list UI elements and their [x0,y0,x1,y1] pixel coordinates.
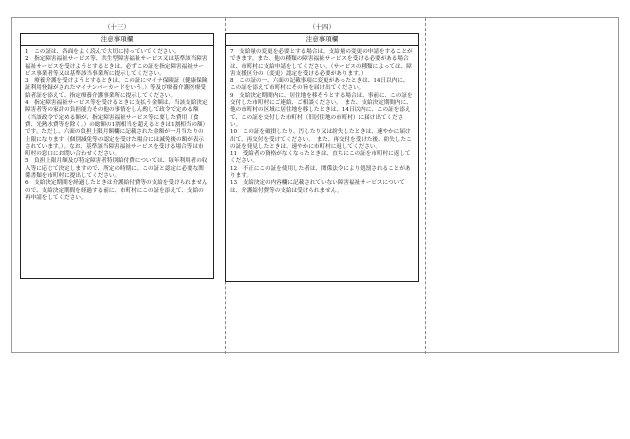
notes-body [21,46,213,206]
note-item-1: 1 この証は、各面をよく読んで大切に持っていてください。 [25,49,180,55]
notes-heading: 注意事項欄 [226,34,418,46]
page-number: （十三） [104,23,130,31]
note-item-12: 12 不正にこの証を使用した者は、関係法令により処罰されることがあります。 [230,165,411,180]
page-number: （十四） [309,23,335,31]
note-item-4: 4 指定障害福祉サービス等を受けるときに支払う金額は、当該支給決定障害者等の家計の負担能力その他の事情をしん酌して政令で定める額（当該政令で定める額が、指定障害福祉サービス等に要した費用（食費、光熱水費等を除く。）の総額の1割相当を超えるときは1割相当の額）です。ただし、六面の負担上限月額欄に記載された金額が一月当たりの上限になります（個別減免等の認定を受けた場合には減免後の額が表示されています。）。なお、基準該当障害福祉サービスを受ける場合等は市町村の窓口にお問い合わせください。 [25,100,209,158]
notes-box [225,33,419,282]
notes-body [226,46,418,199]
note-item-11: 11 受給者の資格がなくなったときは、直ちにこの証を市町村に返してください。 [230,151,411,165]
note-item-3: 3 療養介護を受けようとするときは、この証にマイナ保険証（健康保険証利用登録がされたマイナンバーカードをいう。）等及び療養介護医療受給者証を添えて、指定療養介護事業所に提示してください。 [25,78,208,99]
notes-heading: 注意事項欄 [21,34,213,46]
page-divider-right [425,18,426,354]
document-sheet [11,17,619,353]
page-thirteen [20,18,214,279]
note-item-6: 6 支給決定期間を経過したときは介護給付費等の支給を受けられませんので、支給決定期間を経過する前に、市町村にこの証を添えて、支給の再申請をしてください。 [25,180,208,201]
page-fourteen [225,18,419,282]
note-item-13: 13 支給決定の内容欄に記載されていない障害福祉サービスについては、介護給付費等の支給は受けられません。 [230,180,405,194]
notes-box [20,33,214,279]
note-item-5: 5 負担上限月額及び特定障害者特別給付費については、毎年利用者の収入等に応じて決定しますので、所定の時期に、この証と認定に必要な関係書類を市町村に提出してください。 [25,158,208,180]
note-item-9: 9 支給決定期間内に、居住地を移そうとする場合は、事前に、この証を交付した市町村にご連絡、ご相談ください。 また、支給決定期間内に、他の市町村の区域に居住地を移したときは、14日以内に、この証を添えて、この証を交付した市町村（旧居住地の市町村）に届け出てください。 [230,92,413,128]
note-item-8: 8 この証の一、六面の記載事項に変更があったときは、14日以内に、この証を添えて市町村にその旨を届け出てください。 [230,78,409,92]
note-item-10: 10 この証を破損したり、汚したり又は紛失したときは、速やかに届け出て、再交付を受けてください。 また、再交付を受けた後、紛失したこの証を発見したときは、速やかに市町村に返してください。 [230,129,412,150]
note-item-7: 7 支給量の変更を必要とする場合は、支給量の変更の申請をすることができます。また、他の種類の障害福祉サービスを受ける必要がある場合は、市町村に支給申請をしてください。（サービスの種類によっては、障害支援区分の（変更）認定を受ける必要があります。） [230,49,413,77]
note-item-2: 2 指定障害福祉サービス等、共生型障害福祉サービス又は基準該当障害福祉サービスを受けようとするときは、必ずこの証を指定障害福祉サービス事業者等又は基準該当事業所に提示してください。 [25,56,208,77]
